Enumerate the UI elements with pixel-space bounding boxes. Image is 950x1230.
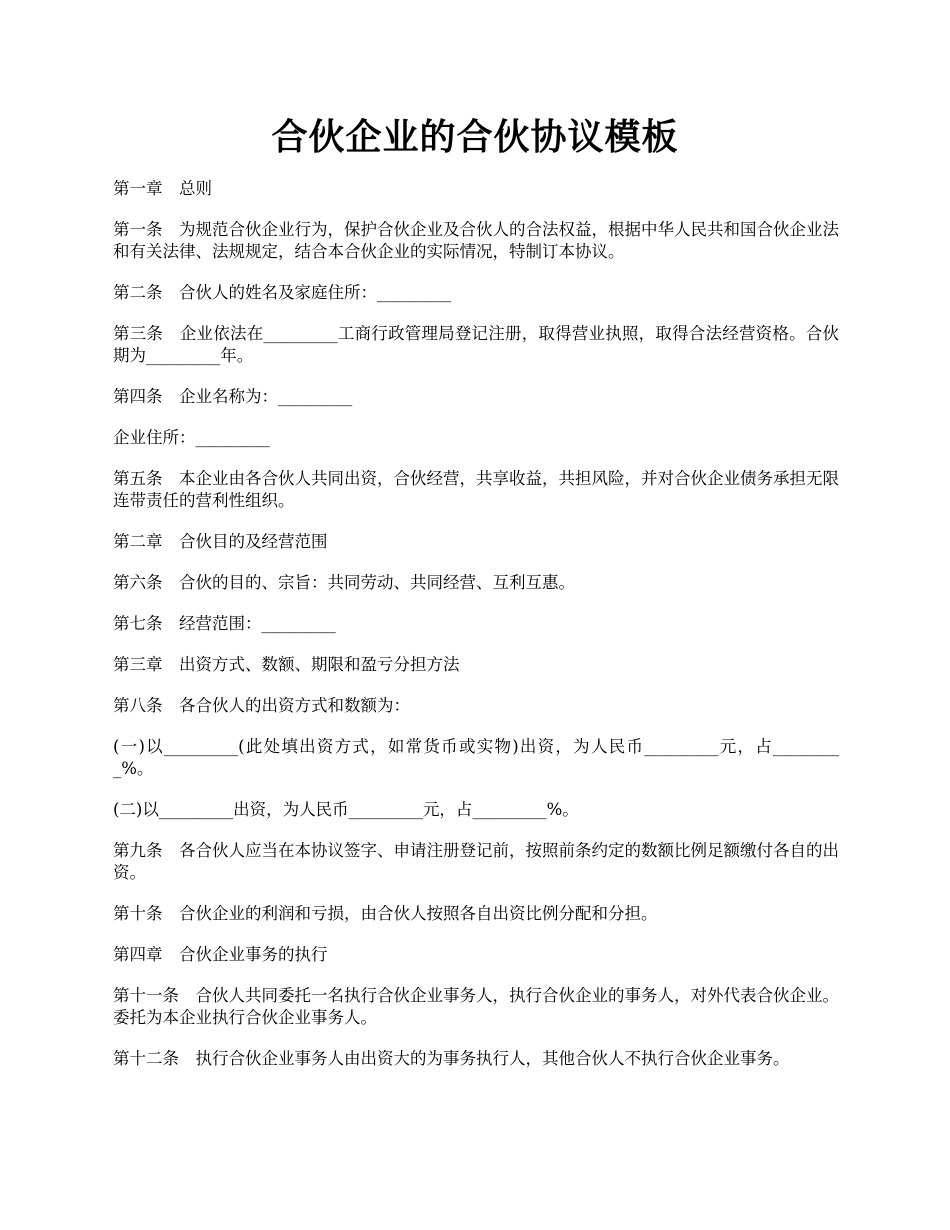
article-paragraph: 第一条 为规范合伙企业行为，保护合伙企业及合伙人的合法权益，根据中华人民共和国合伙企业法和有关法律、法规规定，结合本合伙企业的实际情况，特制订本协议。 [113,220,839,261]
article-paragraph: 第五条 本企业由各合伙人共同出资，合伙经营，共享收益，共担风险，并对合伙企业债务承担无限连带责任的营利性组织。 [113,469,839,510]
article-paragraph: 第十一条 合伙人共同委托一名执行合伙企业事务人，执行合伙企业的事务人，对外代表合伙企业。委托为本企业执行合伙企业事务人。 [113,986,839,1027]
document-title: 合伙企业的合伙协议模板 [271,116,679,158]
article-paragraph: 第六条 合伙的目的、宗旨：共同劳动、共同经营、互利互惠。 [113,573,575,592]
chapter-heading: 第二章 合伙目的及经营范围 [113,532,328,551]
chapter-heading: 第三章 出资方式、数额、期限和盈亏分担方法 [113,655,460,674]
article-paragraph: 第二条 合伙人的姓名及家庭住所：_________ [113,283,452,302]
contribution-item: (一)以_________(此处填出资方式，如常货币或实物)出资，为人民币_________元，占_________%。 [113,737,839,778]
article-paragraph: 第九条 各合伙人应当在本协议签字、申请注册登记前，按照前条约定的数额比例足额缴付各自的出资。 [113,841,839,882]
document-body [113,178,839,1089]
article-paragraph: 第四条 企业名称为：_________ [113,387,353,406]
article-paragraph: 企业住所：_________ [113,428,270,447]
chapter-heading: 第一章 总则 [113,179,212,198]
article-paragraph: 第十条 合伙企业的利润和亏损，由合伙人按照各自出资比例分配和分担。 [113,904,658,923]
article-paragraph: 第三条 企业依法在_________工商行政管理局登记注册，取得营业执照，取得合法经营资格。合伙期为_________年。 [113,324,839,365]
article-paragraph: 第七条 经营范围：_________ [113,614,336,633]
article-paragraph: 第八条 各合伙人的出资方式和数额为： [113,696,410,715]
article-paragraph: 第十二条 执行合伙企业事务人由出资大的为事务执行人，其他合伙人不执行合伙企业事务。 [113,1049,790,1068]
chapter-heading: 第四章 合伙企业事务的执行 [113,945,328,964]
contribution-item: (二)以_________出资，为人民币_________元，占_________%。 [113,800,579,819]
